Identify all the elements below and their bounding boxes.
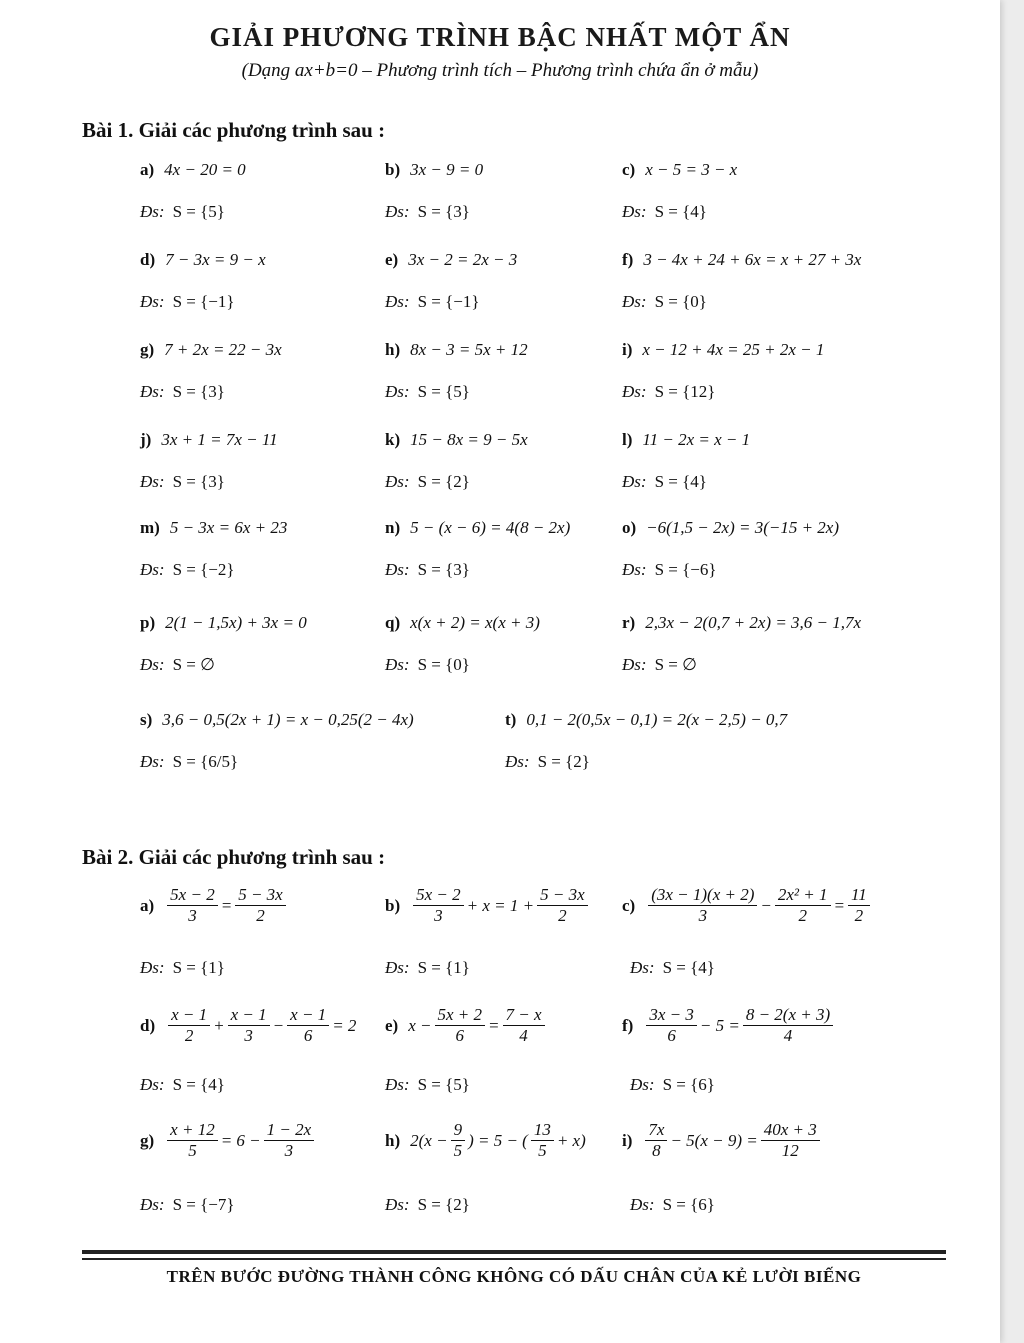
answer-set: S = {0} (417, 655, 470, 674)
bai1-item (622, 613, 861, 633)
equation: 5 − 3x = 6x + 23 (169, 518, 288, 537)
answer-set: S = {−6} (654, 560, 717, 579)
fraction: $\frac{x + 12}{5}$ (167, 1120, 218, 1161)
bai2-answer-c: Đs: S = {4} (630, 958, 715, 977)
bai1-item (622, 518, 839, 538)
bai1-answer (140, 655, 215, 675)
bai2-heading: Bài 2. Giải các phương trình sau : (82, 845, 386, 869)
bai1-item (385, 613, 540, 633)
equation: 15 − 8x = 9 − 5x (410, 430, 528, 449)
item-label: b) (385, 160, 401, 179)
fraction: $\frac{11}{2}$ (848, 885, 870, 926)
bai2-answer-h: Đs: S = {2} (385, 1195, 470, 1214)
item-label: d) (140, 250, 156, 269)
bai1-item (385, 250, 517, 270)
fraction: $\frac{1 - 2x}{3}$ (264, 1120, 315, 1161)
item-label: n) (385, 518, 401, 537)
answer-prefix: Đs: (622, 560, 647, 579)
answer-prefix: Đs: (622, 382, 647, 401)
answer-prefix: Đs: (140, 752, 165, 771)
fraction: $\frac{5 - 3x}{2}$ (235, 885, 286, 926)
bai1-answer (385, 382, 470, 402)
bai1-answer (622, 292, 707, 312)
answer-set: S = ∅ (654, 655, 697, 674)
item-label: s) (140, 710, 153, 729)
bai1-answer (140, 560, 235, 580)
fraction: $\frac{8 - 2(x + 3)}{4}$ (743, 1005, 833, 1046)
bai2-answer-f: Đs: S = {6} (630, 1075, 715, 1094)
fraction: $\frac{x - 1}{3}$ (228, 1005, 270, 1046)
fraction: $\frac{x - 1}{6}$ (287, 1005, 329, 1046)
answer-set: S = {3} (172, 472, 225, 491)
bai1-item (622, 340, 824, 360)
answer-prefix: Đs: (385, 292, 410, 311)
bai1-answer (385, 655, 470, 675)
equation: 4x − 20 = 0 (164, 160, 246, 179)
fraction: $\frac{5x - 2}{3}$ (167, 885, 218, 926)
answer-prefix: Đs: (385, 382, 410, 401)
equation: 3 − 4x + 24 + 6x = x + 27 + 3x (643, 250, 862, 269)
equation: 2(1 − 1,5x) + 3x = 0 (165, 613, 307, 632)
equation: 8x − 3 = 5x + 12 (410, 340, 528, 359)
answer-set: S = {4} (654, 202, 707, 221)
bai2-answer-b: Đs: S = {1} (385, 958, 470, 977)
bai2-answer-d: Đs: S = {4} (140, 1075, 225, 1094)
item-label: p) (140, 613, 156, 632)
bai1-item (140, 160, 246, 180)
answer-set: S = {12} (654, 382, 716, 401)
equation: −6(1,5 − 2x) = 3(−15 + 2x) (646, 518, 840, 537)
bai2-item-h: h) 2(x − $\frac{9}{5}$ ) = 5 − ( $\frac{13}{5}$ + x) (385, 1120, 586, 1160)
bai1-answer (140, 752, 238, 772)
answer-set: S = {−1} (172, 292, 235, 311)
item-label: a) (140, 160, 155, 179)
answer-set: S = {2} (537, 752, 590, 771)
equation: 5 − (x − 6) = 4(8 − 2x) (410, 518, 571, 537)
answer-prefix: Đs: (385, 655, 410, 674)
equation: 3x + 1 = 7x − 11 (161, 430, 278, 449)
bai1-item (385, 518, 570, 538)
answer-set: S = {0} (654, 292, 707, 311)
bai2-answer-i: Đs: S = {6} (630, 1195, 715, 1214)
bai1-answer (622, 560, 717, 580)
footer-motto: TRÊN BƯỚC ĐƯỜNG THÀNH CÔNG KHÔNG CÓ DẤU CHÂN CỦA KẺ LƯỜI BIẾNG (166, 1267, 862, 1286)
bai2-item-c: c) $\frac{(3x - 1)(x + 2)}{3}$ − $\frac{\text{2x² + 1}}{2}$ = $\frac{11}{2}$ (622, 885, 873, 926)
bai1-answer (140, 292, 235, 312)
answer-set: S = {4} (654, 472, 707, 491)
answer-set: S = {5} (417, 382, 470, 401)
item-label: m) (140, 518, 160, 537)
bai1-answer (622, 655, 697, 675)
answer-set: S = {3} (417, 202, 470, 221)
answer-prefix: Đs: (622, 202, 647, 221)
answer-prefix: Đs: (622, 292, 647, 311)
fraction: $\frac{7 - x}{4}$ (503, 1005, 545, 1046)
fraction: $\frac{5 - 3x}{2}$ (537, 885, 588, 926)
answer-prefix: Đs: (385, 560, 410, 579)
answer-set: S = {6/5} (172, 752, 239, 771)
fraction: $\frac{x - 1}{2}$ (168, 1005, 210, 1046)
answer-set: S = {2} (417, 472, 470, 491)
item-label: o) (622, 518, 637, 537)
fraction: $\frac{7x}{8}$ (645, 1120, 667, 1161)
fraction: $\frac{5x + 2}{6}$ (435, 1005, 486, 1046)
item-label: f) (622, 250, 634, 269)
bai2-item-b: b) $\frac{5x - 2}{3}$ + x = 1 + $\frac{5 - 3x}{2}$ (385, 885, 591, 926)
equation: x − 12 + 4x = 25 + 2x − 1 (642, 340, 825, 359)
bai1-item (140, 250, 266, 270)
bai1-answer (622, 382, 715, 402)
item-label: e) (385, 250, 399, 269)
answer-set: S = {−1} (417, 292, 480, 311)
answer-prefix: Đs: (505, 752, 530, 771)
answer-set: S = {−2} (172, 560, 235, 579)
answer-prefix: Đs: (140, 472, 165, 491)
equation: x(x + 2) = x(x + 3) (410, 613, 540, 632)
bai1-answer (505, 752, 590, 772)
fraction: $\frac{5x - 2}{3}$ (413, 885, 464, 926)
footer-divider (82, 1250, 946, 1254)
fraction: $\frac{\text{2x² + 1}}{2}$ (775, 885, 831, 926)
answer-prefix: Đs: (140, 655, 165, 674)
bai2-item-i: i) $\frac{7x}{8}$ − 5(x − 9) = $\frac{40x + 3}{12}$ (622, 1120, 823, 1161)
bai1-answer (140, 472, 225, 492)
bai2-item-g: g) $\frac{x + 12}{5}$ = 6 − $\frac{1 - 2x}{3}$ (140, 1120, 317, 1161)
equation: 0,1 − 2(0,5x − 0,1) = 2(x − 2,5) − 0,7 (526, 710, 788, 729)
bai2-item-a: a) $\frac{5x - 2}{3}$ = $\frac{5 - 3x}{2}$ (140, 885, 289, 926)
item-label: r) (622, 613, 636, 632)
bai2-answer-e: Đs: S = {5} (385, 1075, 470, 1094)
bai2-item-f: f) $\frac{3x - 3}{6}$ − 5 = $\frac{8 - 2(x + 3)}{4}$ (622, 1005, 836, 1046)
answer-prefix: Đs: (622, 655, 647, 674)
equation: 7 − 3x = 9 − x (165, 250, 266, 269)
answer-prefix: Đs: (385, 472, 410, 491)
fraction: $\frac{(3x - 1)(x + 2)}{3}$ (648, 885, 757, 926)
equation: 3x − 2 = 2x − 3 (408, 250, 518, 269)
bai1-item (385, 340, 528, 360)
bai1-item (140, 613, 307, 633)
answer-prefix: Đs: (140, 292, 165, 311)
item-label: j) (140, 430, 152, 449)
bai1-item (505, 710, 787, 730)
bai2-answer-a: Đs: S = {1} (140, 958, 225, 977)
bai1-answer (140, 382, 225, 402)
bai1-answer (140, 202, 225, 222)
equation: 3,6 − 0,5(2x + 1) = x − 0,25(2 − 4x) (162, 710, 414, 729)
page-title: GIẢI PHƯƠNG TRÌNH BẬC NHẤT MỘT ẨN (209, 22, 791, 52)
bai1-answer (622, 472, 707, 492)
equation: 2,3x − 2(0,7 + 2x) = 3,6 − 1,7x (645, 613, 862, 632)
item-label: k) (385, 430, 401, 449)
equation: 7 + 2x = 22 − 3x (164, 340, 282, 359)
page-subtitle: (Dạng ax+b=0 – Phương trình tích – Phương trình chứa ẩn ở mẫu) (241, 60, 759, 81)
equation: x − 5 = 3 − x (645, 160, 738, 179)
bai2-answer-g: Đs: S = {−7} (140, 1195, 235, 1214)
answer-prefix: Đs: (385, 202, 410, 221)
item-label: q) (385, 613, 401, 632)
item-label: l) (622, 430, 633, 449)
item-label: t) (505, 710, 517, 729)
fraction: $\frac{9}{5}$ (451, 1120, 466, 1161)
item-label: h) (385, 340, 401, 359)
bai1-item (385, 430, 528, 450)
bai2-item-d: d) $\frac{x - 1}{2}$ + $\frac{x - 1}{3}$ − $\frac{x - 1}{6}$ = 2 (140, 1005, 357, 1045)
answer-prefix: Đs: (140, 202, 165, 221)
bai1-item (385, 160, 483, 180)
bai2-item-e: e) x − $\frac{5x + 2}{6}$ = $\frac{7 - x}{4}$ (385, 1005, 548, 1046)
equation: 11 − 2x = x − 1 (642, 430, 751, 449)
item-label: g) (140, 340, 155, 359)
bai1-answer (385, 202, 470, 222)
bai1-item (140, 518, 287, 538)
footer-divider-thin (82, 1258, 946, 1260)
answer-set: S = {3} (172, 382, 225, 401)
answer-prefix: Đs: (140, 382, 165, 401)
answer-prefix: Đs: (140, 560, 165, 579)
answer-set: S = {5} (172, 202, 225, 221)
bai1-item (622, 250, 861, 270)
bai1-item (140, 430, 278, 450)
fraction: $\frac{40x + 3}{12}$ (761, 1120, 820, 1161)
bai1-heading: Bài 1. Giải các phương trình sau : (82, 118, 386, 142)
fraction: $\frac{3x - 3}{6}$ (646, 1005, 697, 1046)
fraction: $\frac{13}{5}$ (531, 1120, 554, 1161)
answer-set: S = ∅ (172, 655, 215, 674)
bai1-answer (385, 472, 470, 492)
bai1-item (140, 710, 414, 730)
answer-set: S = {3} (417, 560, 470, 579)
bai1-item (622, 160, 737, 180)
bai1-answer (385, 292, 480, 312)
bai1-item (140, 340, 282, 360)
answer-prefix: Đs: (622, 472, 647, 491)
bai1-answer (385, 560, 470, 580)
bai1-answer (622, 202, 707, 222)
item-label: i) (622, 340, 633, 359)
item-label: c) (622, 160, 636, 179)
bai1-item (622, 430, 750, 450)
equation: 3x − 9 = 0 (410, 160, 484, 179)
